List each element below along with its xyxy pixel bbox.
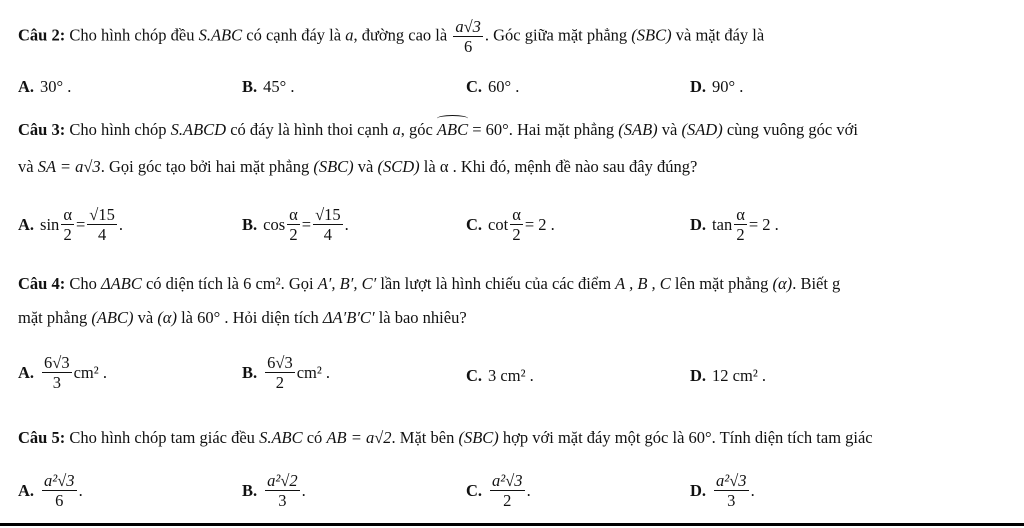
q3-angle-val: = 60°	[472, 120, 509, 139]
q3-option-a-value-frac	[87, 206, 117, 244]
q3-option-a-den: 4	[97, 225, 107, 245]
q2-height-fraction	[453, 18, 483, 56]
q5-option-a-num: a²√3	[44, 471, 75, 490]
q3-option-d-label: D.	[690, 214, 707, 234]
q4-plane: (α)	[772, 274, 793, 293]
q2-height-den: 6	[463, 37, 473, 57]
q3-option-a-label: A.	[18, 214, 35, 234]
q5-option-c-frac	[490, 472, 525, 510]
q3-option-b-end: .	[344, 214, 349, 234]
q3-option-a-end: .	[118, 214, 123, 234]
q3-option-d-rest: = 2 .	[748, 214, 779, 234]
q3-option-c[interactable]	[466, 206, 555, 244]
q4-stem-line2	[18, 308, 467, 328]
q3-angle: ABC	[436, 120, 469, 139]
q3-text-c: , góc	[400, 120, 433, 139]
q3-plane-scd: (SCD)	[377, 157, 420, 176]
q5-option-c[interactable]	[466, 472, 531, 510]
q4-line2-a: mặt phẳng	[18, 308, 88, 327]
q5-option-a[interactable]	[18, 472, 83, 510]
q2-stem	[18, 18, 764, 56]
q2-option-c-label: C.	[466, 77, 483, 96]
q5-option-d-frac	[714, 472, 749, 510]
q3-label: Câu 3:	[18, 120, 66, 139]
q4-stem-line1	[18, 274, 840, 294]
q3-stem-line2	[18, 157, 697, 177]
q4-plane2: (α)	[157, 308, 177, 327]
q2-option-a[interactable]	[18, 77, 71, 97]
q2-text-d: . Góc giữa mặt phẳng	[484, 25, 628, 45]
q4-option-d-value: 12 cm² .	[712, 366, 767, 385]
q3-option-d-two: 2	[736, 225, 745, 245]
q2-text-e: và mặt đáy là	[675, 25, 765, 45]
q3-option-b-alpha-frac	[287, 206, 300, 244]
q3-option-c-label: C.	[466, 214, 483, 234]
q5-option-d-num: a²√3	[716, 471, 747, 490]
q2-text-a: Cho hình chóp đều	[69, 25, 195, 45]
bottom-divider	[0, 523, 1024, 526]
q5-option-b-label: B.	[242, 480, 258, 500]
q4-option-a-unit: cm² .	[73, 362, 107, 382]
q5-plane: (SBC)	[458, 428, 499, 447]
q4-option-a-num: 6√3	[44, 353, 70, 372]
q5-option-a-frac	[42, 472, 77, 510]
q2-option-d-value: 90° .	[712, 77, 744, 96]
q3-option-d-func: tan	[712, 214, 733, 234]
q3-option-a-alpha: α	[63, 205, 72, 224]
q2-option-c-value: 60° .	[488, 77, 520, 96]
q3-option-b-eq: =	[301, 214, 312, 234]
q3-line2-a: và	[18, 157, 34, 176]
q4-line2-b: và	[137, 308, 154, 327]
q2-option-b[interactable]	[242, 77, 295, 97]
q5-option-c-num: a²√3	[492, 471, 523, 490]
q3-plane-sad: (SAD)	[681, 120, 723, 139]
q5-option-c-end: .	[526, 480, 531, 500]
q4-points2: A , B , C	[615, 274, 671, 293]
q4-text-c: . Gọi	[280, 274, 314, 293]
q4-plane-abc: (ABC)	[91, 308, 134, 327]
q5-option-b[interactable]	[242, 472, 306, 510]
q2-text-b: có cạnh đáy là	[246, 25, 342, 45]
q3-option-a-eq: =	[75, 214, 86, 234]
q4-option-b-num: 6√3	[267, 353, 293, 372]
q2-plane: (SBC)	[631, 25, 672, 45]
q3-option-b-value-frac	[313, 206, 343, 244]
q4-option-c-label: C.	[466, 366, 483, 385]
q2-a: a	[345, 25, 354, 45]
q3-option-c-alpha-frac	[510, 206, 523, 244]
q3-stem-line1	[18, 120, 858, 140]
q2-option-c[interactable]	[466, 77, 519, 97]
q3-line2-c: và	[357, 157, 374, 176]
q2-pyramid: S.ABC	[198, 25, 243, 45]
q5-option-c-den: 2	[503, 491, 512, 511]
q2-text-c: , đường cao là	[353, 25, 448, 45]
q4-line2-c: là 60° . Hỏi diện tích	[181, 308, 319, 327]
q5-option-a-end: .	[78, 480, 83, 500]
q3-option-d-alpha-frac	[734, 206, 747, 244]
q4-option-b-unit: cm² .	[296, 362, 331, 382]
q3-option-c-two: 2	[512, 225, 521, 245]
q2-option-b-value: 45° .	[263, 77, 295, 96]
q3-a: a	[392, 120, 401, 139]
q5-text-d: hợp với mặt đáy một góc là	[502, 428, 685, 447]
q3-text-a: Cho hình chóp	[69, 120, 167, 139]
q5-text-e: . Tính diện tích tam giác	[711, 428, 873, 447]
q4-text-b: có diện tích là	[145, 274, 239, 293]
q3-line2-b: . Gọi góc tạo bởi hai mặt phẳng	[100, 157, 310, 176]
q3-option-c-rest: = 2 .	[524, 214, 555, 234]
q3-option-b-den: 4	[323, 225, 333, 245]
q5-option-b-den: 3	[278, 491, 287, 511]
q5-ab: AB = a√2	[326, 428, 392, 447]
q5-option-b-num: a²√2	[267, 471, 298, 490]
q3-option-d[interactable]	[690, 206, 779, 244]
q5-option-d-end: .	[750, 480, 755, 500]
q5-text-c: . Mặt bên	[391, 428, 455, 447]
q5-text-a: Cho hình chóp tam giác đều	[69, 428, 255, 447]
q4-text-f: . Biết g	[792, 274, 841, 293]
q2-option-a-value: 30° .	[40, 77, 72, 96]
q5-pyramid: S.ABC	[259, 428, 303, 447]
q4-points: A′, B′, C′	[317, 274, 377, 293]
q3-sa: SA = a√3	[37, 157, 101, 176]
q3-option-d-alpha: α	[736, 205, 745, 224]
q2-label: Câu 2:	[18, 25, 66, 45]
q5-option-d[interactable]	[690, 472, 755, 510]
q4-option-d[interactable]	[690, 366, 766, 386]
q3-text-b: có đáy là hình thoi cạnh	[230, 120, 389, 139]
q5-label: Câu 5:	[18, 428, 66, 447]
q3-option-b-two: 2	[289, 225, 298, 245]
q4-option-a-label: A.	[18, 362, 35, 382]
q5-option-d-label: D.	[690, 480, 707, 500]
q3-option-a-two: 2	[63, 225, 72, 245]
q3-option-b-alpha: α	[289, 205, 298, 224]
q3-text-d: . Hai mặt phẳng	[508, 120, 615, 139]
q4-text-a: Cho	[69, 274, 97, 293]
q3-option-c-alpha: α	[512, 205, 521, 224]
q5-option-d-den: 3	[727, 491, 736, 511]
q5-degree: 60°	[688, 428, 712, 447]
q5-option-c-label: C.	[466, 480, 483, 500]
q3-plane-sab: (SAB)	[618, 120, 658, 139]
q3-text-f: cùng vuông góc với	[726, 120, 858, 139]
q3-option-c-func: cot	[488, 214, 509, 234]
q4-option-a-frac	[42, 354, 72, 392]
q4-option-d-label: D.	[690, 366, 707, 385]
q4-option-a-den: 3	[52, 373, 61, 393]
q4-option-c-value: 3 cm² .	[488, 366, 534, 385]
q5-stem	[18, 428, 873, 448]
q3-plane-sbc: (SBC)	[313, 157, 354, 176]
q4-triangle2: ΔA′B′C′	[322, 308, 375, 327]
q3-option-b-num: √15	[315, 205, 341, 224]
q5-text-b: có	[306, 428, 323, 447]
q2-option-b-label: B.	[242, 77, 258, 96]
q3-option-a-alpha-frac	[61, 206, 74, 244]
q4-option-b-label: B.	[242, 362, 258, 382]
q5-option-b-end: .	[301, 480, 306, 500]
q4-text-e: lên mặt phẳng	[674, 274, 769, 293]
q3-option-b-func: cos	[263, 214, 286, 234]
q4-option-b-den: 2	[275, 373, 285, 393]
q3-option-b-label: B.	[242, 214, 258, 234]
q5-option-a-den: 6	[55, 491, 64, 511]
q5-option-b-frac	[265, 472, 300, 510]
q4-option-a[interactable]	[18, 354, 107, 392]
q4-text-d: lần lượt là hình chiếu của các điểm	[380, 274, 612, 293]
q4-triangle: ΔABC	[100, 274, 142, 293]
q3-option-a-num: √15	[89, 205, 115, 224]
q4-option-b[interactable]	[242, 354, 330, 392]
q2-option-d-label: D.	[690, 77, 707, 96]
q3-option-a[interactable]	[18, 206, 123, 244]
q4-area: 6 cm²	[243, 274, 281, 293]
q4-label: Câu 4:	[18, 274, 66, 293]
q2-option-d[interactable]	[690, 77, 743, 97]
q5-option-a-label: A.	[18, 480, 35, 500]
q3-text-e: và	[661, 120, 678, 139]
q4-option-c[interactable]	[466, 366, 534, 386]
q3-pyramid: S.ABCD	[170, 120, 227, 139]
q4-line2-d: là bao nhiêu?	[378, 308, 467, 327]
q3-option-a-func: sin	[40, 214, 60, 234]
q3-line2-d: là α . Khi đó, mệnh đề nào sau đây đúng?	[423, 157, 698, 176]
q2-option-a-label: A.	[18, 77, 35, 96]
q3-option-b[interactable]	[242, 206, 349, 244]
q4-option-b-frac	[265, 354, 295, 392]
q2-height-num: a√3	[455, 17, 481, 36]
